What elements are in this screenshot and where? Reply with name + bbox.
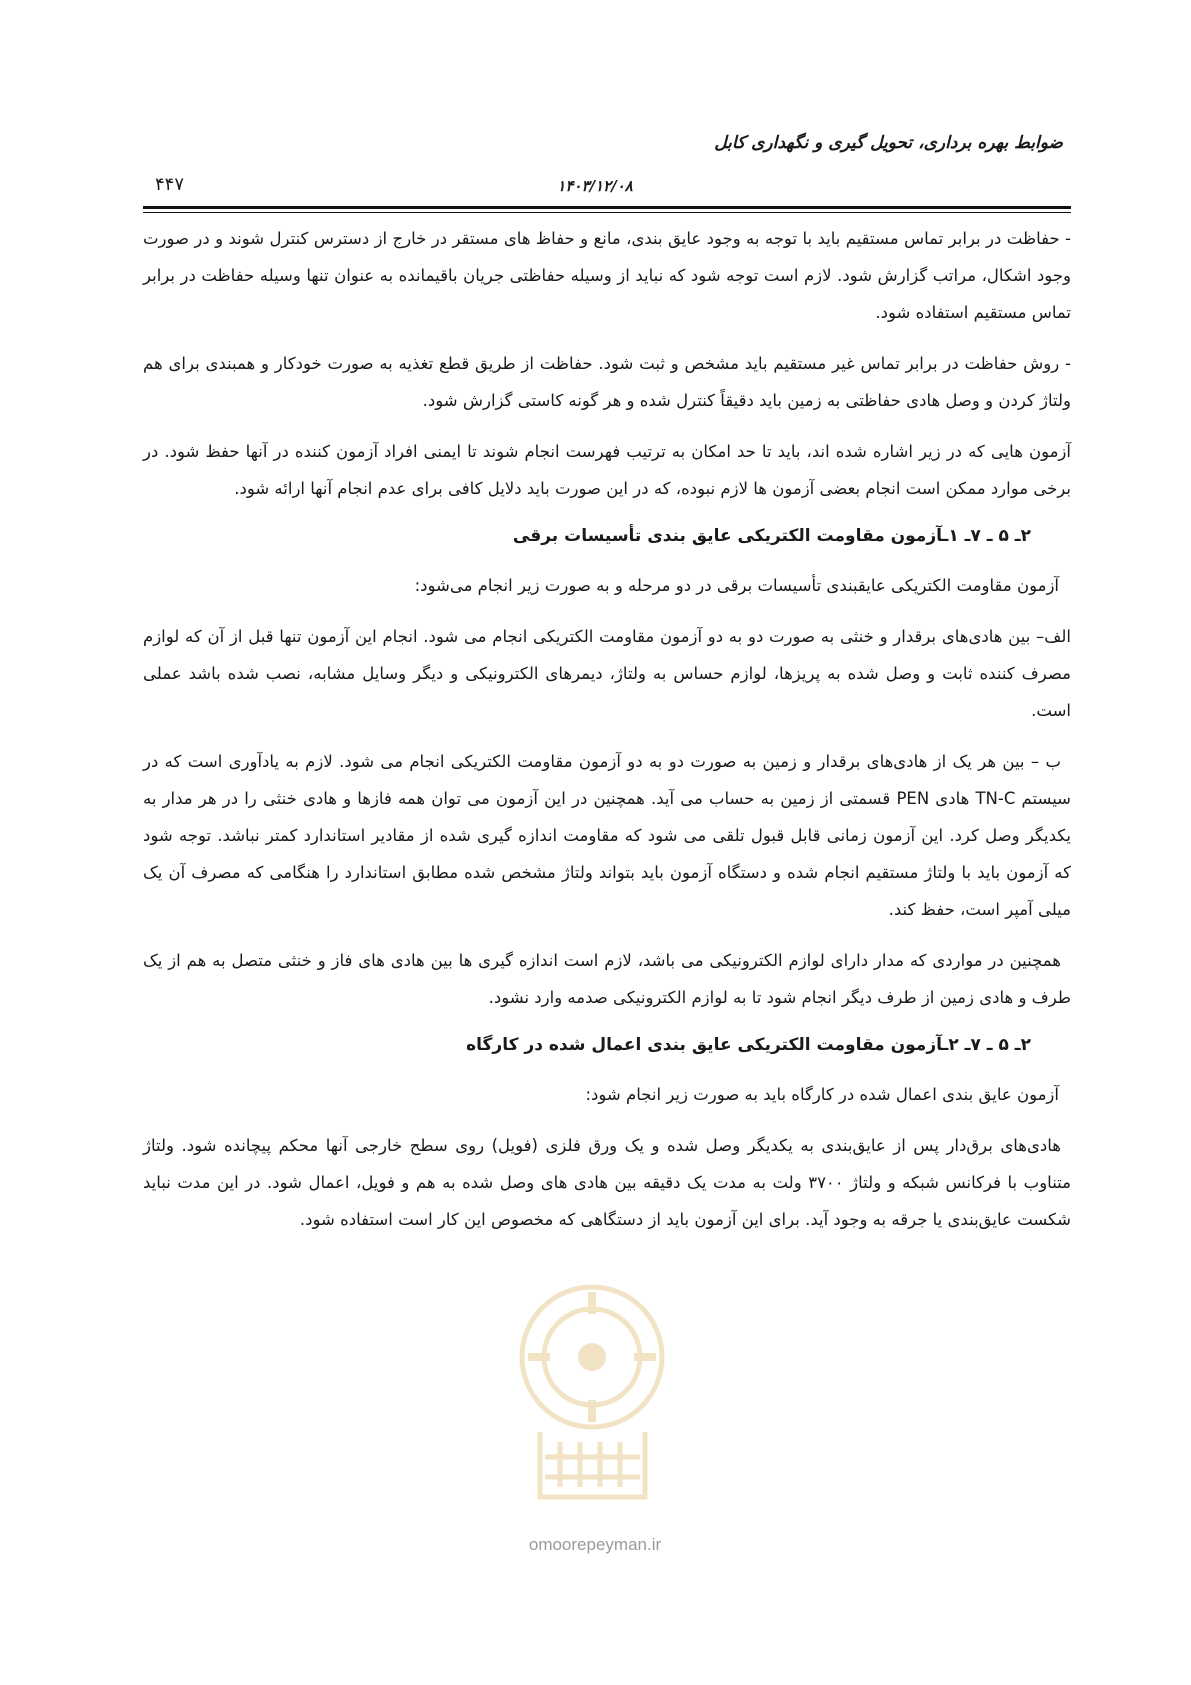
header-rule-thick [143,206,1071,209]
page-number: ۴۴۷ [155,174,185,195]
section2-intro: آزمون عایق بندی اعمال شده در کارگاه باید به صورت زیر انجام شود: [585,1085,1059,1104]
section1-para-c: همچنین در مواردی که مدار دارای لوازم الکترونیکی می باشد، لازم است اندازه گیری ها بین هادی های فاز و خنثی متصل به هم از یک طرف و هادی زمین از طرف دیگر انجام شود تا به لوازم الکترونیکی صدمه وارد نشود. [143,951,1071,1007]
watermark-url: omoorepeyman.ir [528,1535,662,1554]
section2-para: هادی‌های برق‌دار پس از عایق‌بندی به یکدیگر وصل شده و یک ورق فلزی (فویل) روی سطح خارجی آنها محکم پیچانده شود. ولتاژ متناوب با فرکانس شبکه و ولتاژ ۳۷۰۰ ولت به مدت یک دقیقه بین هادی های وصل شده به هم و فویل، اعمال شود. در این مدت نباید شکست عایق‌بندی یا جرقه به وجود آید. برای این آزمون باید از دستگاهی که مخصوص این کار است استفاده شود. [143,1136,1071,1229]
paragraph-test-order: آزمون هایی که در زیر اشاره شده اند، باید تا حد امکان به ترتیب فهرست انجام شوند تا ایمنی افراد آزمون کننده در آنها حفظ شود. در برخی موارد ممکن است انجام بعضی آزمون ها لازم نبوده، که در این صورت باید دلایل کافی برای عدم انجام آنها ارائه شود. [143,442,1071,498]
section-heading-2: ۲ـ ۵ ـ ۷ـ ۲ـآزمون مقاومت الکتریکی عایق بندی اعمال شده در کارگاه [466,1035,1031,1055]
paragraph-direct-contact: - حفاظت در برابر تماس مستقیم باید با توجه به وجود عایق بندی، مانع و حفاظ های مستقر در خارج از دسترس کنترل شوند و در صورت وجود اشکال، مراتب گزارش شود. لازم است توجه شود که نباید از وسیله حفاظتی جریان باقیمانده به عنوان تنها وسیله حفاظت در برابر تماس مستقیم استفاده شود. [143,229,1071,322]
header-date: ۱۴۰۳/۱۲/۰۸ [557,177,633,195]
watermark-logo [500,1262,685,1512]
paragraph-indirect-contact: - روش حفاظت در برابر تماس غیر مستقیم باید مشخص و ثبت شود. حفاظت از طریق قطع تغذیه به صورت خودکار و همبندی برای هم ولتاژ کردن و وصل هادی حفاظتی به زمین باید دقیقاً کنترل شده و هر گونه کاستی گزارش شود. [143,354,1071,410]
document-body [143,220,1071,1252]
section1-intro: آزمون مقاومت الکتریکی عایقبندی تأسیسات برقی در دو مرحله و به صورت زیر انجام می‌شود: [414,576,1059,595]
section1-para-b: ب – بین هر یک از هادی‌های برقدار و زمین به صورت دو به دو آزمون مقاومت الکتریکی انجام می شود. لازم به یادآوری است که در سیستم TN-C هادی PEN قسمتی از زمین به حساب می آید. همچنین در این آزمون می توان همه فازها و هادی خنثی را در هر مدار به یکدیگر وصل کرد. این آزمون زمانی قابل قبول تلقی می شود که مقاومت اندازه گیری شده از مقادیر استاندارد کمتر نباشد. توجه شود که آزمون باید با ولتاژ مستقیم انجام شده و دستگاه آزمون باید بتواند ولتاژ مشخص شده مطابق استاندارد را هنگامی که مصرف آن یک میلی آمپر است، حفظ کند. [143,752,1071,919]
running-header-title: ضوابط بهره برداری، تحویل گیری و نگهداری کابل [714,133,1063,153]
section1-para-a: الف– بین هادی‌های برقدار و خنثی به صورت دو به دو آزمون مقاومت الکتریکی انجام می شود. انجام این آزمون تنها قبل از آن که لوازم مصرف کننده ثابت و وصل شده به پریزها، لوازم حساس به ولتاژ، دیمرهای الکترونیکی و دیگر وسایل مشابه، نصب شده باشد عملی است. [143,627,1071,720]
section-heading-1: ۲ـ ۵ ـ ۷ـ ۱ـآزمون مقاومت الکتریکی عایق بندی تأسیسات برقی [512,526,1031,546]
header-rule-thin [143,212,1071,213]
